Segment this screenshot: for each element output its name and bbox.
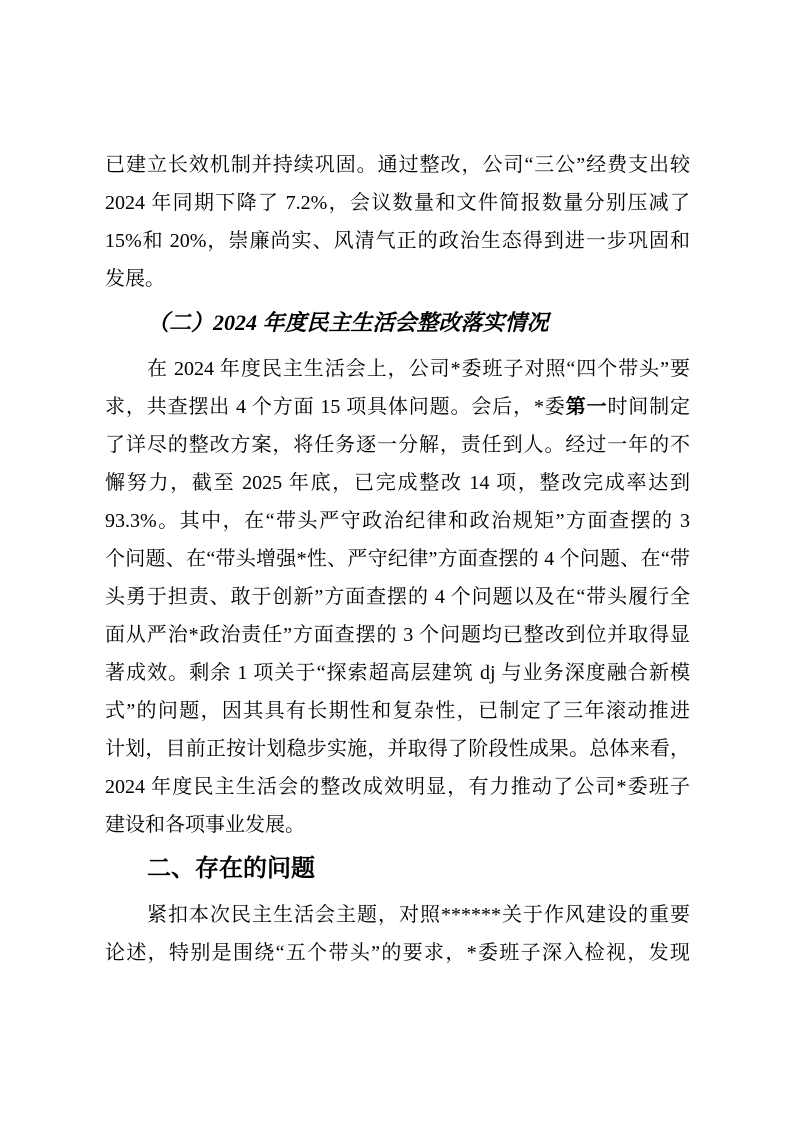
text-run: 时间制定 xyxy=(607,396,691,418)
text-line: 个问题、在“带头增强*性、严守纪律”方面查摆的 4 个问题、在“带 xyxy=(105,548,690,570)
text-line xyxy=(105,388,690,426)
text-line: 头勇于担责、敢于创新”方面查摆的 4 个问题以及在“带头履行全 xyxy=(105,586,690,608)
text-line: 面从严治*政治责任”方面查摆的 3 个问题均已整改到位并取得显 xyxy=(105,624,690,646)
text-line: 紧扣本次民主生活会主题，对照******关于作风建设的重要 xyxy=(147,904,690,926)
text-line: 建设和各项事业发展。 xyxy=(105,814,305,836)
text-line: 懈努力，截至 2025 年底，已完成整改 14 项，整改完成率达到 xyxy=(105,472,690,494)
paragraph-problems-intro xyxy=(105,896,690,972)
text-line: 发展。 xyxy=(105,268,165,290)
bold-text-run: 第一 xyxy=(565,396,608,418)
text-line: 了详尽的整改方案，将任务逐一分解，责任到人。经过一年的不 xyxy=(105,434,690,456)
text-line: 已建立长效机制并持续巩固。通过整改，公司“三公”经费支出较 xyxy=(105,154,690,176)
paragraph-overflow-rectification-results xyxy=(105,146,690,298)
text-line: 著成效。剩余 1 项关于“探索超高层建筑 dj 与业务深度融合新模 xyxy=(105,662,690,684)
heading-sub-section-2024-rectification: （二）2024 年度民主生活会整改落实情况 xyxy=(147,310,549,335)
text-line: 计划，目前正按计划稳步实施，并取得了阶段性成果。总体来看， xyxy=(105,738,690,760)
text-line: 2024 年度民主生活会的整改成效明显，有力推动了公司*委班子 xyxy=(105,776,690,798)
text-line: 在 2024 年度民主生活会上，公司*委班子对照“四个带头”要 xyxy=(147,358,690,380)
text-run: 求，共查摆出 4 个方面 15 项具体问题。会后，*委 xyxy=(105,396,566,418)
text-line: 2024 年同期下降了 7.2%，会议数量和文件简报数量分别压减了 xyxy=(105,192,690,214)
text-line: 15%和 20%，崇廉尚实、风清气正的政治生态得到进一步巩固和 xyxy=(105,230,690,252)
paragraph-2024-meeting-rectification xyxy=(105,350,690,844)
text-line: 93.3%。其中，在“带头严守政治纪律和政治规矩”方面查摆的 3 xyxy=(105,510,690,532)
heading-section-existing-problems: 二、存在的问题 xyxy=(147,855,315,882)
text-line: 式”的问题，因其具有长期性和复杂性，已制定了三年滚动推进 xyxy=(105,700,690,722)
text-line: 论述，特别是围绕“五个带头”的要求，*委班子深入检视，发现 xyxy=(105,942,690,964)
